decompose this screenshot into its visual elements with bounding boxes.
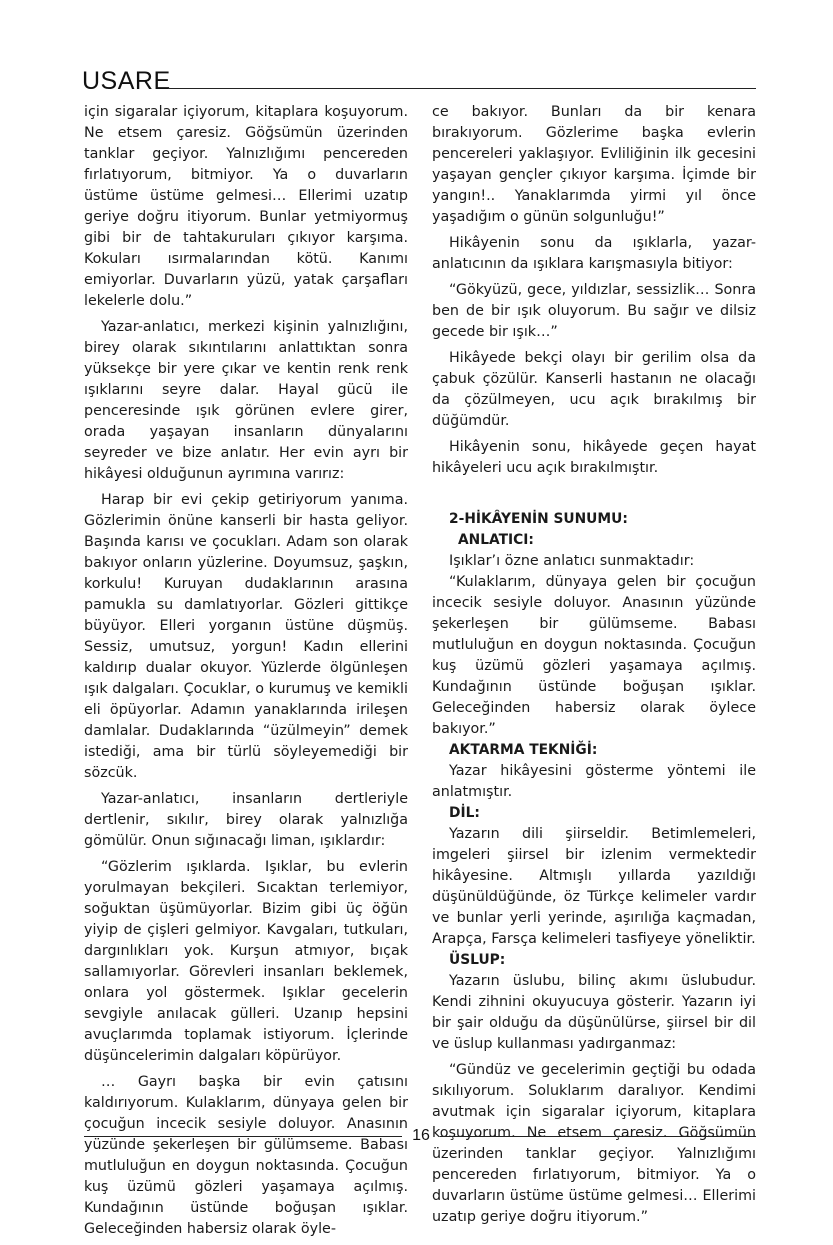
paragraph: Yazarın dili şiirseldir. Betimlemeleri, imgeleri şiirsel bir izlenim vermektedir hikâyesine. Altmışlı yıllarda yazıldığı düşünüldüğünde, öz Türkçe kelimeler vardır ve bunlar yerli yerinde, aşırılığa kaçmadan, Arapça, Farsça kelimeleri tasfiyeye yöneliktir. bbox=[432, 826, 756, 947]
paragraph: Yazar-anlatıcı, merkezi kişinin yalnızlığını, birey olarak sıkıntılarını anlattıktan sonra yüksekçe bir yere çıkar ve kentin renk renk ışıklarını seyre dalar. Hayal gücü ile penceresinde ışık görünen evlere girer, orada yaşayan insanların dünyalarını seyreder ve bize anlatır. Her evin ayrı bir hikâyesi olduğunun ayrımına varırız: bbox=[84, 319, 408, 482]
subsection-heading: ÜSLUP: bbox=[449, 952, 506, 968]
subsection-heading: DİL: bbox=[449, 805, 480, 821]
quote-paragraph: “Gökyüzü, gece, yıldızlar, sessizlik… Sonra ben de bir ışık oluyorum. Bu sağır ve dilsiz gecede bir ışık…” bbox=[432, 282, 756, 340]
page-header bbox=[82, 66, 756, 96]
subsection-heading: AKTARMA TEKNİĞİ: bbox=[449, 742, 598, 758]
quote-paragraph: ce bakıyor. Bunları da bir kenara bırakıyorum. Gözlerime başka evlerin pencereleri yaklaşıyor. Evliliğinin ilk gecesini yaşayan gençler çıkıyor karşıma. İçimde bir yangın!.. Yanaklarımda yirmi yıl önce yaşadığım o günün solgunluğu!” bbox=[432, 104, 756, 225]
subsection-heading: ANLATICI: bbox=[458, 532, 534, 548]
quote-paragraph: “Kulaklarım, dünyaya gelen bir çocuğun incecik sesiyle doluyor. Anasının yüzünde şekerleşen bir gülümseme. Babası mutluluğun en doygun noktasında. Çocuğun kuş üzümü gözleri yaşamaya açılmış. Kundağının üstünde boğuşan ışıklar. Geleceğinden habersiz olarak öylece bakıyor.” bbox=[432, 574, 756, 737]
section-spacer bbox=[432, 484, 756, 509]
paragraph: Hikâyede bekçi olayı bir gerilim olsa da çabuk çözülür. Kanserli hastanın ne olacağı da çözülmeyen, ucu açık bırakılmış bir düğümdür. bbox=[432, 350, 756, 429]
paragraph: Yazar hikâyesini gösterme yöntemi ile anlatmıştır. bbox=[432, 763, 756, 800]
quote-paragraph: … Gayrı başka bir evin çatısını kaldırıyorum. Kulaklarım, dünyaya gelen bir çocuğun incecik sesiyle doluyor. Anasının yüzünde şekerleşen bir gülümseme. Babası mutluluğun en doygun noktasında. Çocuğun kuş üzümü gözleri yaşamaya açılmış. Kundağının üstünde boğuşan ışıklar. Geleceğinden habersiz olarak öyle- bbox=[84, 1074, 408, 1237]
quote-paragraph: “Gözlerim ışıklarda. Işıklar, bu evlerin yorulmayan bekçileri. Sıcaktan terlemiyor, soğuktan üşümüyorlar. Bizim gibi üç öğün yiyip de çişleri gelmiyor. Kavgaları, tutkuları, dargınlıkları yok. Kurşun atmıyor, bıçak sallamıyorlar. Görevleri insanları beklemek, onlara yol göstermek. Işıklar gecelerin sevgiyle anılacak gülleri. Uzanıp hepsini avuçlarımda toplamak istiyorum. İçlerinde düşüncelerimin dalgaları köpürüyor. bbox=[84, 859, 408, 1064]
paragraph: Yazar-anlatıcı, insanların dertleriyle dertlenir, sıkılır, birey olarak yalnızlığa gömülür. Onun sığınacağı liman, ışıklardır: bbox=[84, 791, 408, 849]
page-footer bbox=[84, 1124, 756, 1148]
footer-rule-left bbox=[84, 1136, 402, 1137]
quote-paragraph: “Gündüz ve gecelerimin geçtiği bu odada sıkılıyorum. Soluklarım daralıyor. Kendimi avutmak için sigaralar içiyorum, kitaplara koşuyorum. Ne etsem çaresiz. Göğsümün üzerinden tanklar geçiyor. Yalnızlığımı pencereden fırlatıyorum, bitmiyor. Ya o duvarların üstüme üstüme gelmesi… Ellerimi uzatıp geriye doğru itiyorum.” bbox=[432, 1062, 756, 1225]
paragraph: Harap bir evi çekip getiriyorum yanıma. Gözlerimin önüne kanserli bir hasta geliyor. Başında karısı ve çocukları. Adam son olarak bakıyor onların yüzlerine. Doyumsuz, şaşkın, korkulu! Kuruyan dudaklarının arasına pamukla su damlatıyorlar. Gözleri gittikçe büyüyor. Elleri yorganın üstüne düşmüş. Sessiz, umutsuz, yorgun! Kadın ellerini kaldırıp dualar okuyor. Yüzlerde ölgünleşen ışık dalgaları. Çocuklar, o kurumuş ve kemikli eli öpüyorlar. Adamın yanaklarında irileşen damlalar. Dudaklarında “üzülmeyin” demek istediği, ama bir türlü söyleyemediği bir sözcük. bbox=[84, 492, 408, 781]
page-number: 16 bbox=[412, 1127, 430, 1144]
paragraph: Hikâyenin sonu, hikâyede geçen hayat hikâyeleri ucu açık bırakılmıştır. bbox=[432, 439, 756, 476]
section-heading: 2-HİKÂYENİN SUNUMU: bbox=[449, 511, 628, 527]
paragraph: Yazarın üslubu, bilinç akımı üslubudur. Kendi zihnini okuyucuya gösterir. Yazarın iyi bir şair olduğu da düşünülürse, şiirsel bir dil ve üslup kullanması yadırganmaz: bbox=[432, 973, 756, 1052]
right-column bbox=[432, 102, 756, 1233]
journal-title: USARE bbox=[82, 67, 171, 95]
paragraph: Hikâyenin sonu da ışıklarla, yazar-anlatıcının da ışıklara karışmasıyla bitiyor: bbox=[432, 235, 756, 272]
header-rule bbox=[168, 88, 756, 89]
left-column bbox=[84, 102, 408, 1245]
footer-rule-right bbox=[440, 1136, 756, 1137]
paragraph: için sigaralar içiyorum, kitaplara koşuyorum. Ne etsem çaresiz. Göğsümün üzerinden tanklar geçiyor. Yalnızlığımı pencereden fırlatıyorum, bitmiyor. Ya o duvarların üstüme üstüme gelmesi… Ellerimi uzatıp geriye doğru itiyorum. Bunlar yetmiyormuş gibi bir de tahtakuruları çıkıyor karşıma. Kokuları ısırmalarından kötü. Kanımı emiyorlar. Duvarların yüzü, yatak çarşafları lekelerle dolu.” bbox=[84, 104, 408, 309]
paragraph: Işıklar’ı özne anlatıcı sunmaktadır: bbox=[449, 553, 695, 569]
